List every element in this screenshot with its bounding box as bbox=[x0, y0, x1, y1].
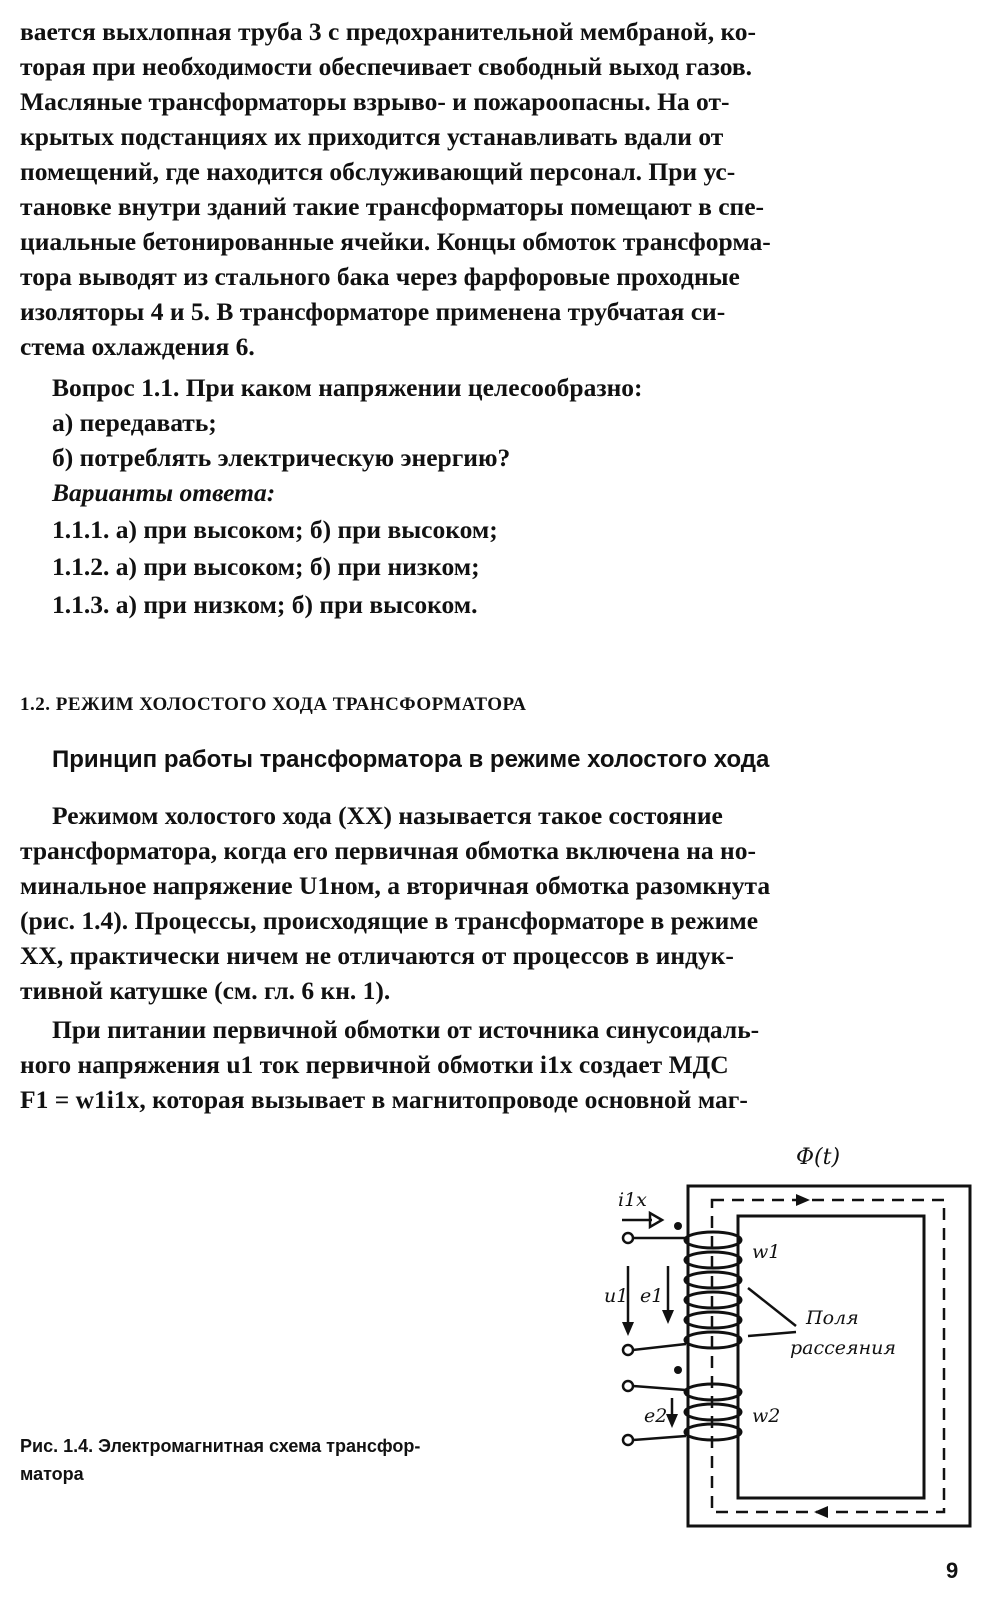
terminal bbox=[623, 1435, 633, 1445]
text-line: тановке внутри зданий такие трансформаторы помещают в спе- bbox=[20, 192, 765, 221]
leakage-pointer bbox=[748, 1332, 796, 1336]
answer-option: 1.1.2. а) при высоком; б) при низком; bbox=[52, 552, 480, 581]
text-line: (рис. 1.4). Процессы, происходящие в трансформаторе в режиме bbox=[20, 906, 759, 935]
question-text: При каком напряжении целесообразно: bbox=[179, 373, 643, 402]
e1-label: e1 bbox=[640, 1285, 664, 1307]
leakage-label-line1: Поля bbox=[806, 1307, 859, 1329]
text-line: тора выводят из стального бака через фарфоровые проходные bbox=[20, 262, 740, 291]
text-line: торая при необходимости обеспечивает свободный выход газов. bbox=[20, 52, 753, 81]
leakage-label-line2: рассеяния bbox=[790, 1337, 896, 1359]
text-line: стема охлаждения 6. bbox=[20, 332, 255, 361]
answer-option: 1.1.3. а) при низком; б) при высоком. bbox=[52, 590, 478, 619]
answer-variants-label: Варианты ответа: bbox=[52, 478, 276, 507]
text-line: При питании первичной обмотки от источника синусоидаль- bbox=[52, 1015, 760, 1044]
text-line: циальные бетонированные ячейки. Концы обмоток трансформа- bbox=[20, 227, 771, 256]
emf-arrow-e2 bbox=[666, 1414, 678, 1428]
page-number: 9 bbox=[946, 1558, 959, 1583]
section-title: 1.2. РЕЖИМ ХОЛОСТОГО ХОДА ТРАНСФОРМАТОРА bbox=[20, 694, 527, 715]
text-line: трансформатора, когда его первичная обмотка включена на но- bbox=[20, 836, 756, 865]
text-line: ного напряжения u1 ток первичной обмотки i1x создает МДС bbox=[20, 1050, 729, 1079]
transformer-schematic bbox=[600, 1140, 990, 1540]
caption-line: матора bbox=[20, 1464, 84, 1484]
polarity-dot bbox=[674, 1222, 682, 1230]
question-label: Вопрос 1.1. bbox=[52, 373, 180, 402]
w2-label: w2 bbox=[752, 1405, 781, 1427]
emf-arrow-e1 bbox=[662, 1310, 674, 1324]
figure-caption bbox=[20, 1432, 580, 1488]
terminal bbox=[623, 1381, 633, 1391]
flux-label: Φ(t) bbox=[796, 1145, 841, 1170]
secondary-winding bbox=[685, 1384, 741, 1440]
terminal bbox=[623, 1345, 633, 1355]
text-line: F1 = w1i1x, которая вызывает в магнитопроводе основной маг- bbox=[20, 1085, 748, 1114]
text-line: XX, практически ничем не отличаются от процессов в индук- bbox=[20, 941, 734, 970]
text-line: минальное напряжение U1ном, а вторичная обмотка разомкнута bbox=[20, 871, 771, 900]
w1-label: w1 bbox=[752, 1241, 781, 1263]
text-line: тивной катушке (см. гл. 6 кн. 1). bbox=[20, 976, 391, 1005]
terminal bbox=[623, 1233, 633, 1243]
text-line: вается выхлопная труба 3 с предохранительной мембраной, ко- bbox=[20, 17, 757, 46]
flux-arrow-bottom bbox=[814, 1506, 828, 1518]
leakage-pointer bbox=[748, 1288, 796, 1326]
caption-line: Рис. 1.4. Электромагнитная схема трансфор- bbox=[20, 1436, 421, 1456]
text-line: изоляторы 4 и 5. В трансформаторе применена трубчатая си- bbox=[20, 297, 726, 326]
transformer-diagram bbox=[600, 1140, 990, 1540]
paragraph-primary-winding bbox=[20, 1012, 965, 1117]
paragraph-transformer-oil bbox=[20, 14, 965, 364]
paragraph-no-load-mode bbox=[20, 798, 965, 1008]
u1-label: u1 bbox=[604, 1285, 629, 1307]
polarity-dot bbox=[674, 1366, 682, 1374]
current-label: i1x bbox=[618, 1189, 647, 1211]
subheading: Принцип работы трансформатора в режиме холостого хода bbox=[52, 746, 770, 773]
question-part-b: б) потреблять электрическую энергию? bbox=[52, 443, 511, 472]
text-line: Режимом холостого хода (XX) называется такое состояние bbox=[52, 801, 723, 830]
answer-option: 1.1.1. а) при высоком; б) при высоком; bbox=[52, 515, 498, 544]
voltage-arrow-u1 bbox=[622, 1322, 634, 1336]
e2-label: e2 bbox=[644, 1405, 668, 1427]
primary-winding bbox=[685, 1232, 741, 1348]
question-part-a: а) передавать; bbox=[52, 408, 217, 437]
flux-arrow-top bbox=[796, 1194, 810, 1206]
text-line: помещений, где находится обслуживающий персонал. При ус- bbox=[20, 157, 736, 186]
text-line: Масляные трансформаторы взрыво- и пожароопасны. На от- bbox=[20, 87, 730, 116]
text-line: крытых подстанциях их приходится устанавливать вдали от bbox=[20, 122, 724, 151]
question-heading bbox=[52, 370, 643, 405]
